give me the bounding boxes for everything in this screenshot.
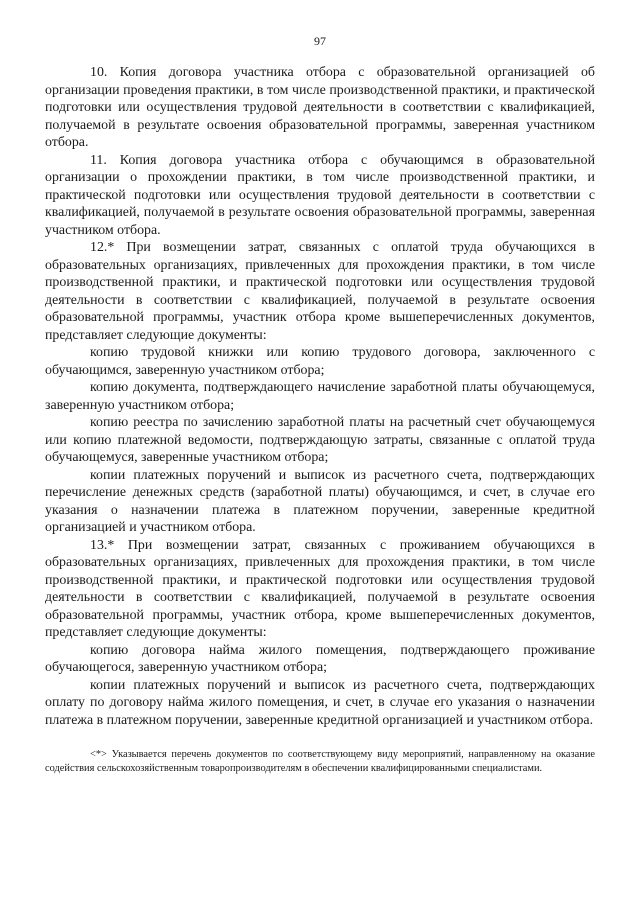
footnote [45,748,595,776]
document-body [45,64,595,729]
paragraph-item-10: 10. Копия договора участника отбора с образовательной организацией об организации проведения практики, в том числе производственной практики, и практической подготовки или осуществления трудовой деятельности в соответствии с квалификацией, получаемой в результате освоения образовательной программы, заверенная участником отбора. [45,65,595,150]
paragraph-item-11: 11. Копия договора участника отбора с обучающимся в образовательной организации о прохождении практики, в том числе производственной практики, и практической подготовки или осуществления трудовой деятельности в соответствии с квалификацией, получаемой в результате освоения образовательной программы, заверенная участником отбора. [45,152,595,238]
paragraph-payment-orders-lease: копии платежных поручений и выписок из расчетного счета, подтверждающих оплату по договору найма жилого помещения, и счет, в случае его указания о назначении платежа в платежном поручении, заверенные кредитной организацией и участником отбора. [45,677,595,728]
paragraph-employment-record: копию трудовой книжки или копию трудового договора, заключенного с обучающимся, заверенную участником отбора; [45,345,595,378]
paragraph-salary-accrual: копию документа, подтверждающего начисление заработной платы обучающемуся, заверенную участником отбора; [45,380,595,413]
paragraph-payment-orders-salary: копии платежных поручений и выписок из расчетного счета, подтверждающих перечисление денежных средств (заработной платы) обучающимся, и счет, в случае его указания о назначении платежа в платежном поручении, заверенные кредитной организацией и участником отбора. [45,467,595,535]
footnote-text: <*> Указывается перечень документов по соответствующему виду мероприятий, направленному на оказание содействия сельскохозяйственным товаропроизводителям в обеспечении квалифицированными специалистами. [45,749,595,775]
paragraph-lease-agreement: копию договора найма жилого помещения, подтверждающего проживание обучающегося, заверенную участником отбора; [45,642,595,675]
page-number: 97 [314,34,326,48]
paragraph-salary-register: копию реестра по зачислению заработной платы на расчетный счет обучающемуся или копию платежной ведомости, подтверждающую затраты, связанные с оплатой труда обучающемуся, заверенные участником отбора; [45,415,595,465]
paragraph-item-13: 13.* При возмещении затрат, связанных с проживанием обучающихся в образовательных организациях, привлеченных для прохождения практики, в том числе производственной практики, и практической подготовки или осуществления трудовой деятельности в соответствии с квалификацией, получаемой в результате освоения образовательной программы, участник отбора, кроме вышеперечисленных документов, представляет следующие документы: [45,537,595,640]
paragraph-item-12: 12.* При возмещении затрат, связанных с оплатой труда обучающихся в образовательных организациях, привлеченных для прохождения практики, в том числе производственной практики, и практической подготовки или осуществления трудовой деятельности в соответствии с квалификацией, получаемой в результате освоения образовательной программы, участник отбора кроме вышеперечисленных документов, представляет следующие документы: [45,240,595,343]
